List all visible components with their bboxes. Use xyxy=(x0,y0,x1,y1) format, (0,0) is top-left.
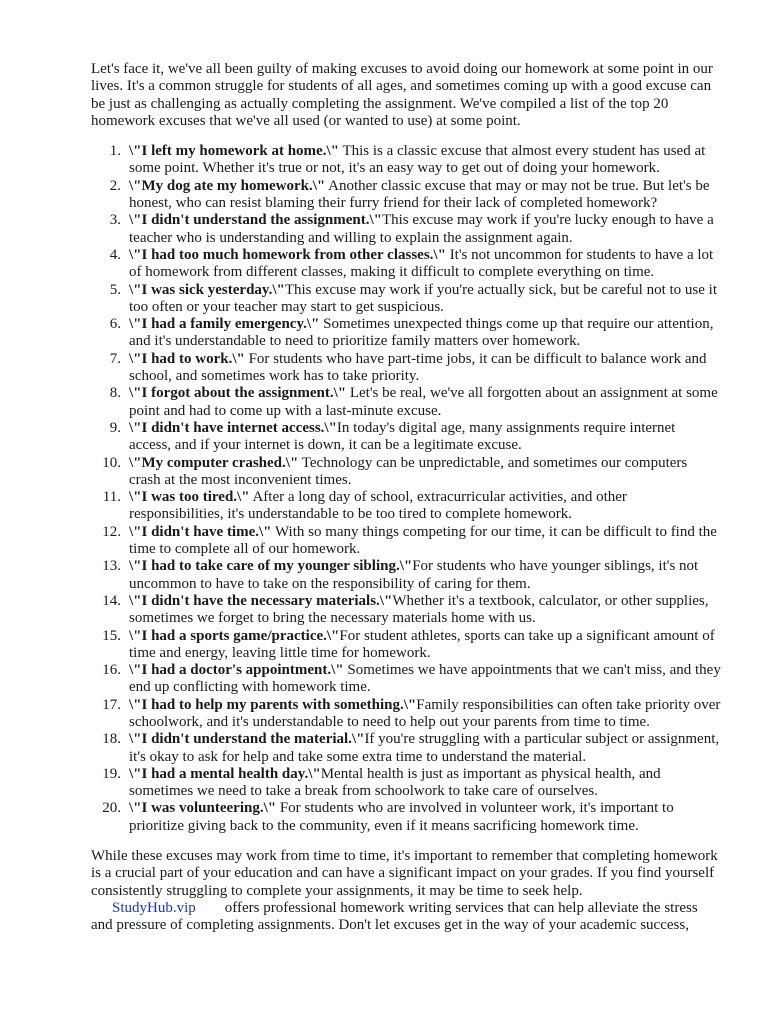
excuse-title: \"My computer crashed.\" xyxy=(129,454,299,471)
document-page xyxy=(91,61,721,935)
excuse-number: 7. xyxy=(109,350,121,367)
excuse-number: 15. xyxy=(102,627,121,644)
excuse-item xyxy=(91,766,721,801)
excuse-title: \"I didn't have the necessary materials.\" xyxy=(129,592,393,609)
excuse-number: 20. xyxy=(102,800,121,817)
excuse-number: 12. xyxy=(102,523,121,540)
excuse-number: 13. xyxy=(102,558,121,575)
excuse-title: \"I didn't have internet access.\" xyxy=(129,419,337,436)
excuse-item xyxy=(91,143,721,178)
excuse-title: \"I had a doctor's appointment.\" xyxy=(129,662,344,679)
excuse-number: 3. xyxy=(109,212,121,229)
excuse-list xyxy=(91,143,721,835)
excuse-title: \"I was volunteering.\" xyxy=(129,800,277,817)
excuse-number: 19. xyxy=(102,765,121,782)
excuse-item xyxy=(91,178,721,213)
excuse-item xyxy=(91,697,721,732)
excuse-item xyxy=(91,800,721,835)
excuse-text: Family responsibilities can often take priority over schoolwork, and it's understandable to need to help out your parents from time to time. xyxy=(129,696,721,730)
excuse-title: \"I had to help my parents with something.\" xyxy=(129,696,417,713)
excuse-text: For students who are involved in volunteer work, it's important to prioritize giving back to the community, even if it means sacrificing homework time. xyxy=(129,800,674,834)
excuse-item xyxy=(91,247,721,282)
excuse-item xyxy=(91,662,721,697)
intro-paragraph: Let's face it, we've all been guilty of making excuses to avoid doing our homework at some point in our lives. It's a common struggle for students of all ages, and sometimes coming up with a good excuse can be just as challenging as actually completing the assignment. We've compiled a list of the top 20 homework excuses that we've all used (or wanted to use) at some point. xyxy=(91,61,713,129)
excuse-item xyxy=(91,385,721,420)
excuse-text: If you're struggling with a particular subject or assignment, it's okay to ask for help and take some extra time to understand the material. xyxy=(129,731,720,765)
excuse-title: \"I left my homework at home.\" xyxy=(129,143,339,160)
excuse-item xyxy=(91,593,721,628)
excuse-item xyxy=(91,628,721,663)
excuse-title: \"I had to work.\" xyxy=(129,350,245,367)
excuse-title: \"I had too much homework from other classes.\" xyxy=(129,246,446,263)
excuse-text: Technology can be unpredictable, and sometimes our computers crash at the most inconvenient times. xyxy=(129,454,688,488)
excuse-title: \"I had a sports game/practice.\" xyxy=(129,627,340,644)
excuse-text: It's not uncommon for students to have a lot of homework from different classes, making it difficult to complete everything on time. xyxy=(129,246,714,281)
excuse-text: Sometimes unexpected things come up that require our attention, and it's understandable to need to prioritize family matters over homework. xyxy=(129,316,714,350)
excuse-number: 17. xyxy=(102,696,121,713)
excuse-title: \"I was too tired.\" xyxy=(129,489,250,506)
closing-text-2: offers professional homework writing services that can help alleviate the stress and pressure of completing assignments. Don't let excuses get in the way of your academic success, xyxy=(91,899,698,934)
excuse-text: Mental health is just as important as physical health, and sometimes we need to take a break from schoolwork to take care of ourselves. xyxy=(129,765,661,800)
excuse-title: \"I had a mental health day.\" xyxy=(129,765,321,782)
excuse-item xyxy=(91,489,721,524)
excuse-number: 10. xyxy=(102,454,121,471)
excuse-item xyxy=(91,316,721,351)
excuse-text: For students who have younger siblings, it's not uncommon to have to take on the responsibility of caring for them. xyxy=(129,558,699,592)
excuse-title: \"I forgot about the assignment.\" xyxy=(129,385,347,402)
excuse-text: After a long day of school, extracurricular activities, and other responsibilities, it's understandable to be too tired to complete homework. xyxy=(129,489,627,523)
excuse-title: \"I had a family emergency.\" xyxy=(129,316,320,333)
excuse-title: \"I had to take care of my younger sibling.\" xyxy=(129,558,413,575)
excuse-item xyxy=(91,282,721,317)
excuse-title: \"I was sick yesterday.\" xyxy=(129,281,285,298)
excuse-number: 14. xyxy=(102,592,121,609)
excuse-text: This is a classic excuse that almost every student has used at some point. Whether it's true or not, it's an easy way to get out of doing your homework. xyxy=(129,143,706,177)
excuse-text: This excuse may work if you're actually sick, but be careful not to use it too often or your teacher may start to get suspicious. xyxy=(129,281,717,315)
excuse-title: \"My dog ate my homework.\" xyxy=(129,177,326,194)
excuse-number: 6. xyxy=(109,316,121,333)
excuse-number: 18. xyxy=(102,731,121,748)
excuse-item xyxy=(91,351,721,386)
excuse-number: 2. xyxy=(109,177,121,194)
excuse-number: 11. xyxy=(102,489,121,506)
closing-text-1: While these excuses may work from time to time, it's important to remember that completing homework is a crucial part of your education and can have a significant impact on your grades. If you find yourself consistently struggling to complete your assignments, it may be time to seek help. xyxy=(91,848,718,899)
excuse-title: \"I didn't understand the assignment.\" xyxy=(129,212,382,229)
excuse-title: \"I didn't understand the material.\" xyxy=(129,731,365,748)
excuse-number: 9. xyxy=(109,419,121,436)
excuse-item xyxy=(91,524,721,559)
closing-paragraph xyxy=(91,848,721,934)
excuse-text: For student athletes, sports can take up a significant amount of time and energy, leaving little time for homework. xyxy=(129,627,715,661)
excuse-title: \"I didn't have time.\" xyxy=(129,523,272,540)
excuse-text: In today's digital age, many assignments require internet access, and if your internet is down, it can be a legitimate excuse. xyxy=(129,419,676,454)
excuse-item xyxy=(91,558,721,593)
excuse-text: For students who have part-time jobs, it can be difficult to balance work and school, and sometimes work has to take priority. xyxy=(129,350,707,385)
excuse-number: 5. xyxy=(109,281,121,298)
excuse-item xyxy=(91,420,721,455)
studyhub-link[interactable]: StudyHub.vip xyxy=(112,899,196,916)
excuse-number: 4. xyxy=(109,246,121,263)
excuse-text: This excuse may work if you're lucky enough to have a teacher who is understanding and willing to explain the assignment again. xyxy=(129,212,714,246)
excuse-item xyxy=(91,455,721,490)
excuse-text: Whether it's a textbook, calculator, or other supplies, sometimes we forget to bring the necessary materials home with us. xyxy=(129,592,709,627)
excuse-text: With so many things competing for our time, it can be difficult to find the time to complete all of our homework. xyxy=(129,523,717,558)
excuse-text: Another classic excuse that may or may not be true. But let's be honest, who can resist blaming their furry friend for their lack of completed homework? xyxy=(129,177,710,212)
excuse-number: 16. xyxy=(102,662,121,679)
excuse-item xyxy=(91,212,721,247)
excuse-number: 1. xyxy=(109,143,121,160)
excuse-text: Sometimes we have appointments that we can't miss, and they end up conflicting with homework time. xyxy=(129,662,721,696)
excuse-text: Let's be real, we've all forgotten about an assignment at some point and had to come up with a last-minute excuse. xyxy=(129,385,718,419)
excuse-item xyxy=(91,731,721,766)
excuse-number: 8. xyxy=(109,385,121,402)
